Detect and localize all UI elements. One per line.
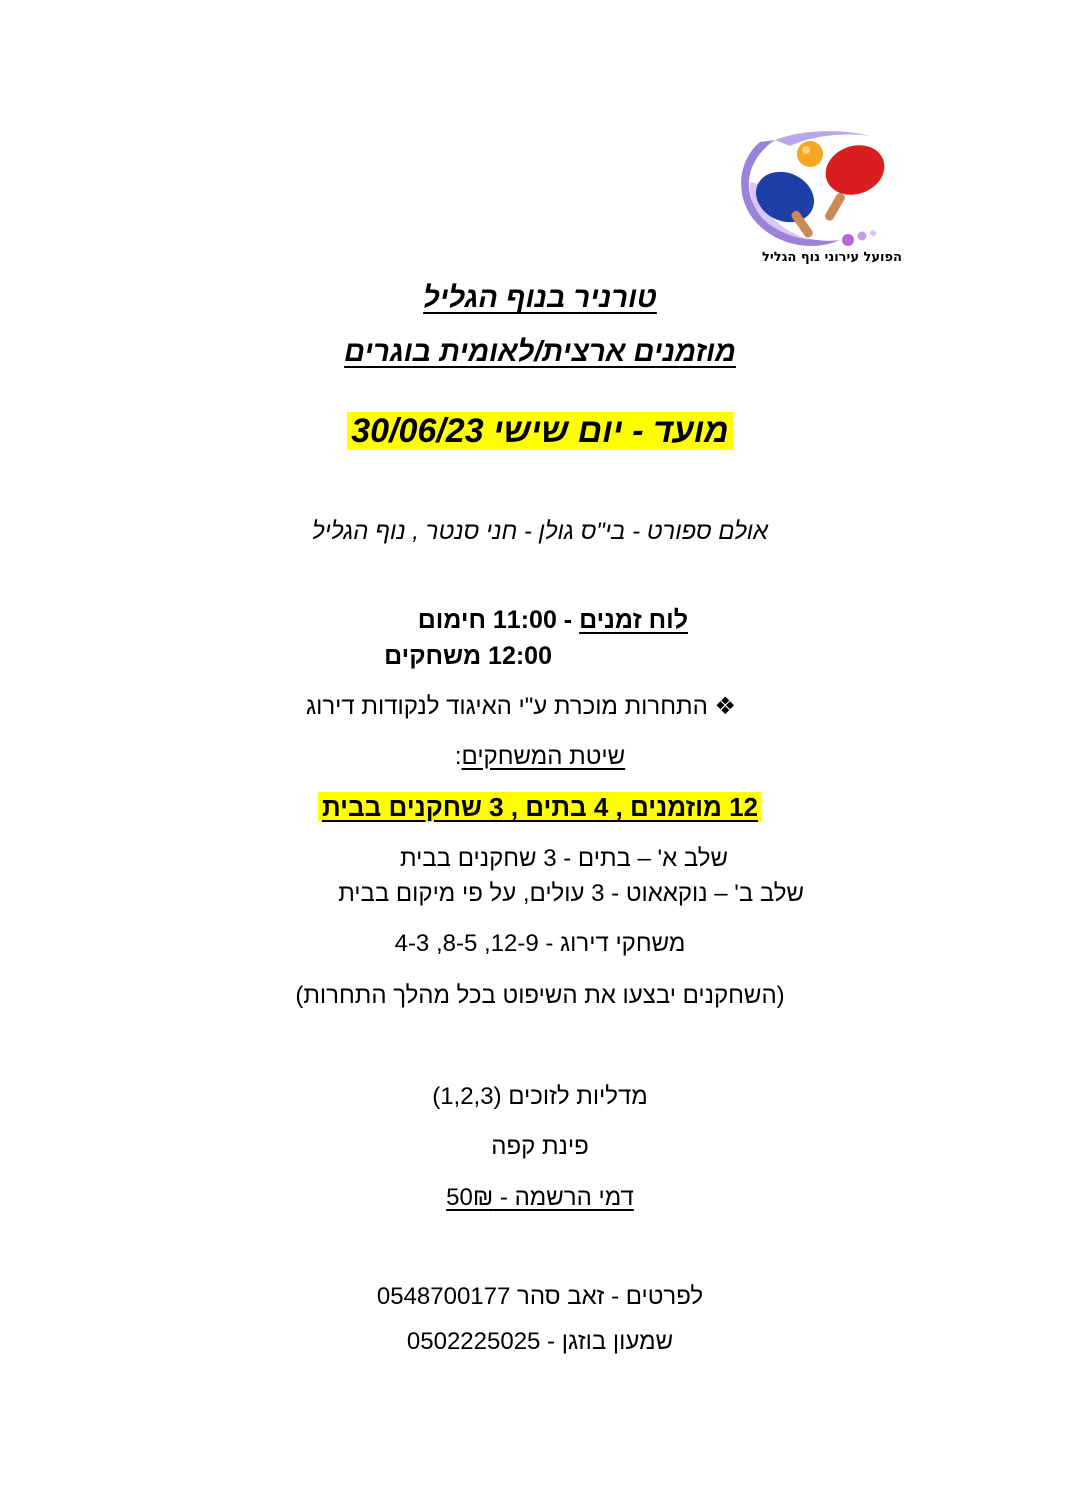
schedule-warmup: - 11:00 חימום [417, 606, 573, 634]
schedule-games: 12:00 משחקים [384, 642, 552, 670]
club-logo [730, 122, 910, 272]
coffee-text: פינת קפה [491, 1133, 589, 1160]
registration-fee: דמי הרשמה - 50₪ [446, 1184, 634, 1211]
refereeing-note: (השחקנים יבצעו את השיפוט בכל מהלך התחרות) [295, 982, 785, 1009]
contact-line-2: שמעון בוזגן - 0502225025 [406, 1328, 674, 1355]
format-summary: 12 מוזמנים , 4 בתים , 3 שחקנים בבית [318, 792, 762, 822]
contact-line-1: לפרטים - זאב סהר 0548700177 [376, 1283, 704, 1310]
venue-text: אולם ספורט - בי"ס גולן - חני סנטר , נוף הגליל [311, 518, 769, 545]
tournament-subtitle: מוזמנים ארצית/לאומית בוגרים [344, 336, 736, 368]
logo-caption: הפועל עירוני נוף הגליל [762, 250, 902, 265]
diamond-bullet-icon: ❖ [714, 693, 736, 720]
format-label-row [0, 743, 1080, 771]
format-summary-row [0, 792, 1080, 823]
ranking-games: משחקי דירוג - 12-9, 8-5, 4-3 [394, 930, 686, 957]
schedule-row-warmup [418, 606, 688, 635]
date-line [0, 412, 1080, 451]
schedule-label: לוח זמנים [579, 606, 688, 634]
date-highlight: מועד - יום שישי 30/06/23 [347, 412, 733, 450]
format-label-colon: : [454, 743, 462, 770]
format-label: שיטת המשחקים [461, 743, 626, 770]
recognition-row [306, 692, 736, 721]
recognition-text: התחרות מוכרת ע"י האיגוד לנקודות דירוג [305, 693, 708, 720]
stage-a: שלב א' – בתים - 3 שחקנים בבית [399, 845, 728, 872]
stage-b: שלב ב' – נוקאאוט - 3 עולים, על פי מיקום בבית [338, 880, 804, 907]
tournament-title: טורניר בנוף הגליל [423, 282, 657, 314]
medals-text: מדליות לזוכים (1,2,3) [432, 1083, 648, 1110]
